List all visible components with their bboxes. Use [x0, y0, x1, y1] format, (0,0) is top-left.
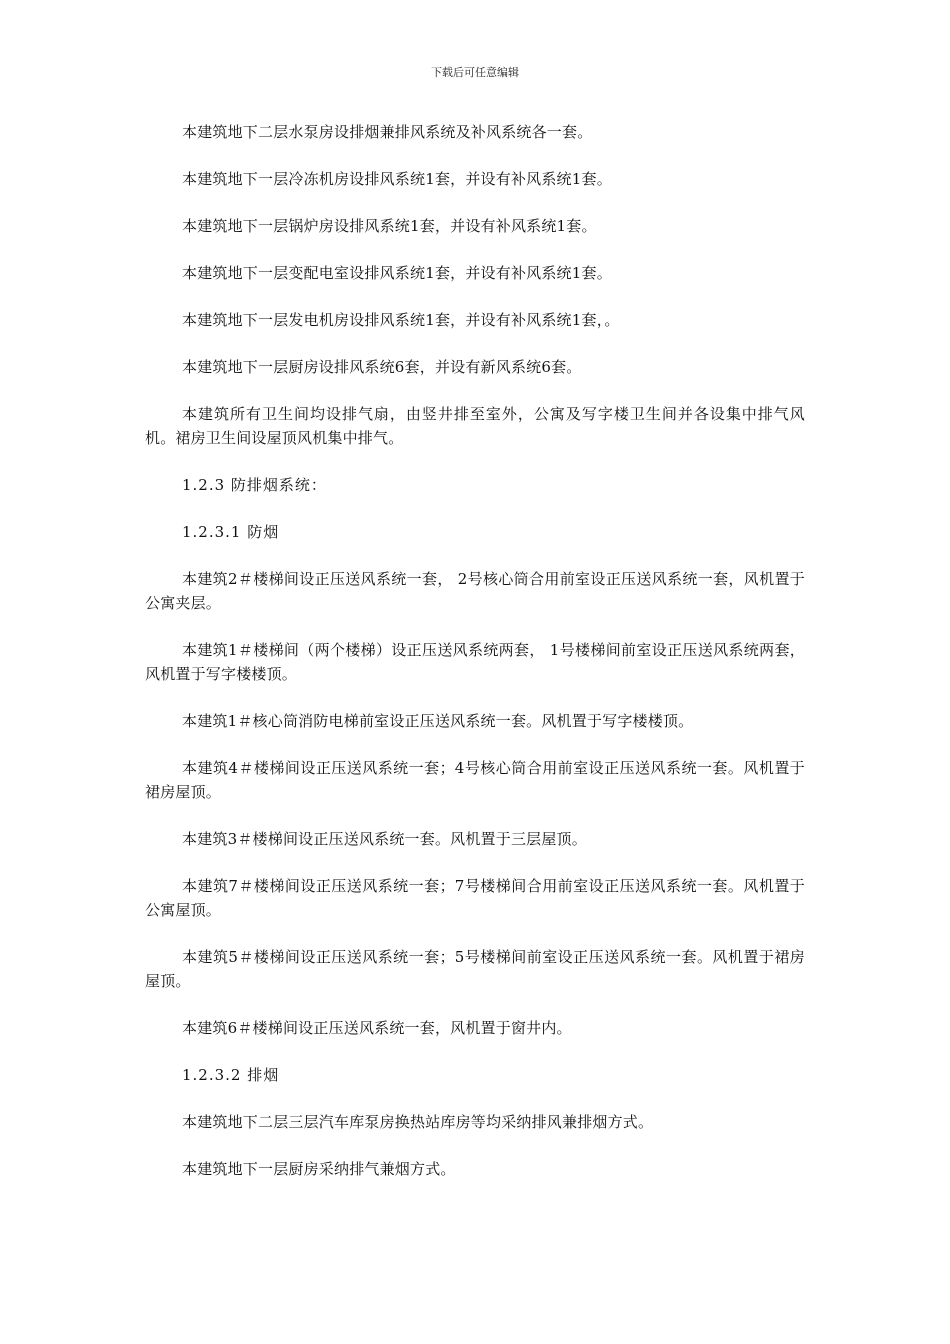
paragraph-core-1-elevator: 本建筑1＃核心筒消防电梯前室设正压送风系统一套。风机置于写字楼楼顶。 — [182, 712, 694, 730]
paragraph-stair-7: 本建筑7＃楼梯间设正压送风系统一套；7号楼梯间合用前室设正压送风系统一套。风机置于公寓屋顶。 — [145, 877, 805, 919]
paragraph-chiller-room: 本建筑地下一层冷冻机房设排风系统1套，并设有补风系统1套。 — [182, 170, 612, 188]
paragraph-stair-1: 本建筑1＃楼梯间（两个楼梯）设正压送风系统两套， 1号楼梯间前室设正压送风系统两套，风机置于写字楼楼顶。 — [145, 641, 805, 683]
paragraph-substation: 本建筑地下一层变配电室设排风系统1套，并设有补风系统1套。 — [182, 264, 612, 282]
section-heading-smoke-control: 1.2.3 防排烟系统： — [182, 476, 327, 494]
paragraph-stair-6: 本建筑6＃楼梯间设正压送风系统一套，风机置于窗井内。 — [182, 1019, 572, 1037]
paragraph-stair-4: 本建筑4＃楼梯间设正压送风系统一套；4号核心筒合用前室设正压送风系统一套。风机置于裙房屋顶。 — [145, 759, 805, 801]
paragraph-generator-room: 本建筑地下一层发电机房设排风系统1套，并设有补风系统1套，。 — [182, 311, 620, 329]
paragraph-boiler-room: 本建筑地下一层锅炉房设排风系统1套，并设有补风系统1套。 — [182, 217, 597, 235]
paragraph-stair-3: 本建筑3＃楼梯间设正压送风系统一套。风机置于三层屋顶。 — [182, 830, 587, 848]
document-body — [145, 120, 805, 1204]
paragraph-pump-room: 本建筑地下二层水泵房设排烟兼排风系统及补风系统各一套。 — [182, 123, 593, 141]
paragraph-stair-2: 本建筑2＃楼梯间设正压送风系统一套， 2号核心筒合用前室设正压送风系统一套，风机置于公寓夹层。 — [145, 570, 805, 612]
paragraph-kitchen-exhaust: 本建筑地下一层厨房采纳排气兼烟方式。 — [182, 1160, 456, 1178]
paragraph-restrooms: 本建筑所有卫生间均设排气扇，由竖井排至室外，公寓及写字楼卫生间并各设集中排气风机。裙房卫生间设屋顶风机集中排气。 — [145, 405, 805, 447]
paragraph-garage-exhaust: 本建筑地下二层三层汽车库泵房换热站库房等均采纳排风兼排烟方式。 — [182, 1113, 654, 1131]
page-header: 下载后可任意编辑 — [431, 66, 519, 79]
subsection-heading-smoke-exhaust: 1.2.3.2 排烟 — [182, 1066, 280, 1084]
paragraph-kitchen: 本建筑地下一层厨房设排风系统6套，并设有新风系统6套。 — [182, 358, 582, 376]
subsection-heading-smoke-prevention: 1.2.3.1 防烟 — [182, 523, 280, 541]
paragraph-stair-5: 本建筑5＃楼梯间设正压送风系统一套；5号楼梯间前室设正压送风系统一套。风机置于裙房屋顶。 — [145, 948, 805, 990]
